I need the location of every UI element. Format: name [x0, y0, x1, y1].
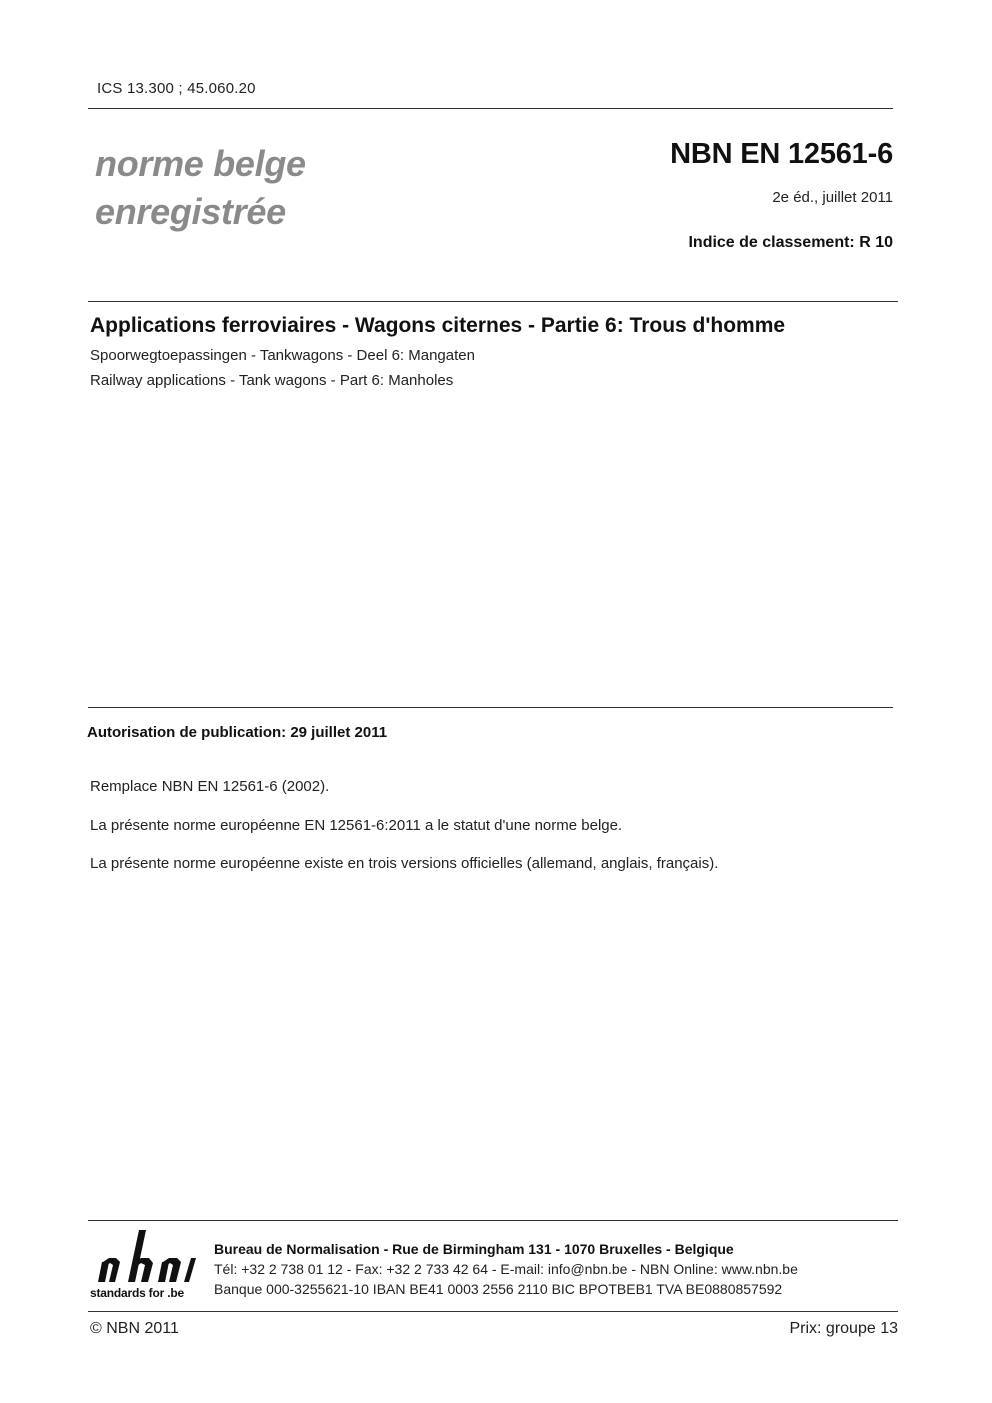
- edition: 2e éd., juillet 2011: [772, 189, 893, 206]
- copyright-divider: [88, 1311, 898, 1312]
- status-note: La présente norme européenne EN 12561-6:2011 a le statut d'une norme belge.: [90, 817, 623, 834]
- ics-code: ICS 13.300 ; 45.060.20: [97, 80, 256, 97]
- title-dutch: Spoorwegtoepassingen - Tankwagons - Deel 6: Mangaten: [90, 347, 475, 364]
- standard-number: NBN EN 12561-6: [670, 138, 893, 170]
- footer-address: Bureau de Normalisation - Rue de Birmingham 131 - 1070 Bruxelles - Belgique: [214, 1241, 734, 1257]
- nbn-logo: [90, 1228, 200, 1304]
- brand-line-2: enregistrée: [95, 191, 286, 232]
- title-french: Applications ferroviaires - Wagons citernes - Partie 6: Trous d'homme: [90, 314, 786, 337]
- footer-contact: Tél: +32 2 738 01 12 - Fax: +32 2 733 42 64 - E-mail: info@nbn.be - NBN Online: www.nbn.be: [214, 1261, 798, 1277]
- title-divider-bottom: [88, 707, 893, 708]
- title-english: Railway applications - Tank wagons - Part 6: Manholes: [90, 372, 454, 389]
- footer-divider: [88, 1220, 898, 1221]
- brand-title: [95, 140, 306, 236]
- logo-tagline: standards for .be: [90, 1286, 184, 1300]
- versions-note: La présente norme européenne existe en trois versions officielles (allemand, anglais, français).: [90, 855, 719, 872]
- classification-index: Indice de classement: R 10: [688, 234, 893, 251]
- header-divider: [88, 108, 893, 109]
- price-group: Prix: groupe 13: [789, 1320, 898, 1337]
- brand-line-1: norme belge: [95, 143, 306, 184]
- title-divider-top: [88, 301, 898, 302]
- replaces-note: Remplace NBN EN 12561-6 (2002).: [90, 778, 330, 795]
- publication-authorisation: Autorisation de publication: 29 juillet 2011: [87, 724, 388, 741]
- footer-bank: Banque 000-3255621-10 IBAN BE41 0003 2556 2110 BIC BPOTBEB1 TVA BE0880857592: [214, 1281, 783, 1297]
- nbn-logo-mark: [90, 1228, 200, 1284]
- copyright: © NBN 2011: [90, 1320, 179, 1337]
